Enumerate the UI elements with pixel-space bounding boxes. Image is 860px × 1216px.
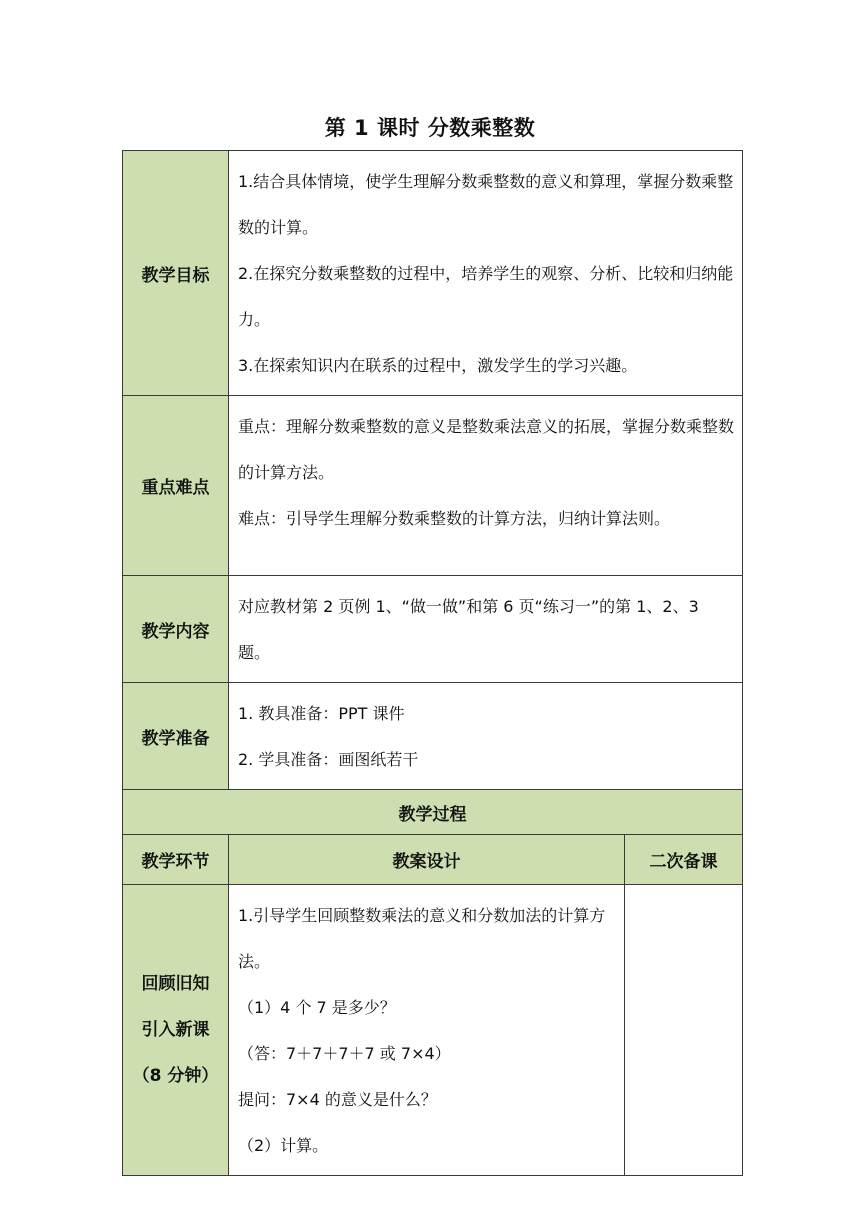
- goal-item: 3.在探索知识内在联系的过程中，激发学生的学习兴趣。: [238, 356, 638, 375]
- stage1-line: （答：7＋7＋7＋7 或 7×4）: [238, 1044, 451, 1063]
- key-points-row: [123, 396, 743, 576]
- stage1-line: （1）4 个 7 是多少？: [238, 998, 396, 1017]
- prep-item: 2. 学具准备：画图纸若干: [238, 750, 419, 769]
- goal-item: 1.结合具体情境，使学生理解分数乘整数的意义和算理，掌握分数乘整数的计算。: [238, 172, 734, 237]
- goal-item: 2.在探究分数乘整数的过程中，培养学生的观察、分析、比较和归纳能力。: [238, 264, 734, 329]
- stage1-notes: [625, 885, 743, 1176]
- col-notes-header: 二次备课: [625, 835, 743, 885]
- process-header: 教学过程: [123, 790, 743, 835]
- content-label: 教学内容: [123, 576, 229, 683]
- stage1-line: 提问：7×4 的意义是什么？: [238, 1090, 437, 1109]
- goals-label: 教学目标: [123, 151, 229, 396]
- lesson-plan-table: [122, 150, 742, 1176]
- stage1-label-line: （8 分钟）: [132, 1066, 219, 1086]
- prep-content: [229, 683, 743, 790]
- stage1-label-line: 引入新课: [141, 1020, 210, 1040]
- content-row: [123, 576, 743, 683]
- key-points-label: 重点难点: [123, 396, 229, 576]
- stage1-label: [123, 885, 229, 1176]
- content-text: 对应教材第 2 页例 1、“做一做”和第 6 页“练习一”的第 1、2、3 题。: [229, 576, 743, 683]
- prep-row: [123, 683, 743, 790]
- goals-content: [229, 151, 743, 396]
- goals-row: [123, 151, 743, 396]
- col-design-header: 教案设计: [229, 835, 625, 885]
- column-header-row: [123, 835, 743, 885]
- stage1-row: [123, 885, 743, 1176]
- stage1-line: （2）计算。: [238, 1136, 329, 1155]
- key-point-item: 重点：理解分数乘整数的意义是整数乘法意义的拓展，掌握分数乘整数的计算方法。: [238, 417, 735, 482]
- prep-item: 1. 教具准备：PPT 课件: [238, 704, 405, 723]
- process-header-row: [123, 790, 743, 835]
- key-points-content: [229, 396, 743, 576]
- page-title: 第 1 课时 分数乘整数: [324, 116, 536, 140]
- prep-label: 教学准备: [123, 683, 229, 790]
- stage1-design: [229, 885, 625, 1176]
- col-stage-header: 教学环节: [123, 835, 229, 885]
- stage1-label-line: 回顾旧知: [141, 974, 210, 994]
- key-point-item: 难点：引导学生理解分数乘整数的计算方法，归纳计算法则。: [238, 509, 671, 528]
- stage1-line: 1.引导学生回顾整数乘法的意义和分数加法的计算方法。: [238, 906, 606, 971]
